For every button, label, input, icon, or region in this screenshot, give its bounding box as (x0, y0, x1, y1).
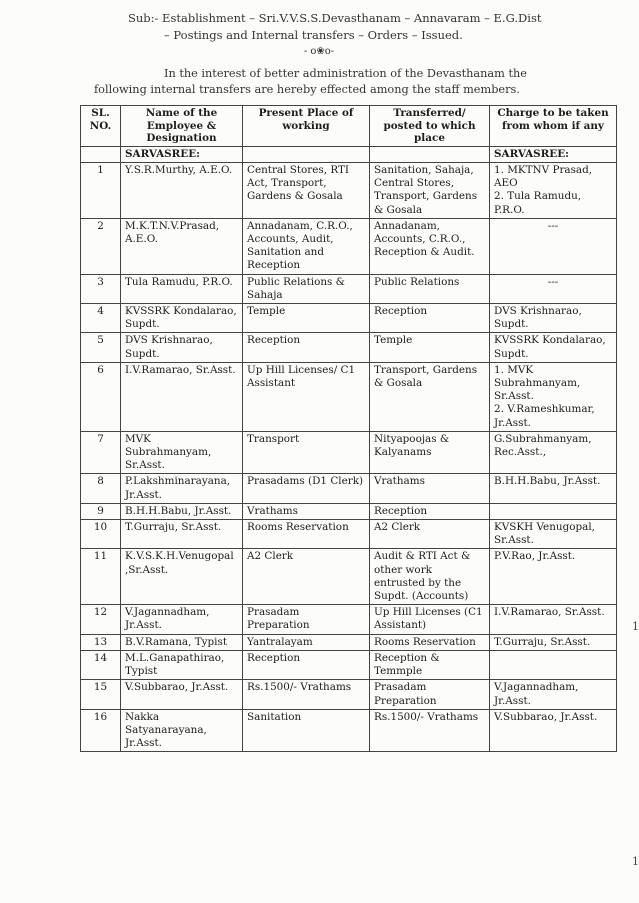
subject-line-1: Sub:- Establishment – Sri.V.V.S.S.Devasthanam – Annavaram – E.G.Dist (128, 11, 542, 25)
table-row (81, 650, 617, 679)
cell-name: Tula Ramudu, P.R.O. (121, 274, 243, 303)
cell-name: V.Jagannadham, Jr.Asst. (121, 605, 243, 634)
sarvasree-left: SARVASREE: (121, 146, 243, 162)
cell-transferred: Rs.1500/- Vrathams (370, 709, 490, 752)
cell-transferred: Sanitation, Sahaja, Central Stores, Transport, Gardens & Gosala (370, 162, 490, 218)
table-row (81, 362, 617, 431)
cell-transferred: Prasadam Preparation (370, 680, 490, 709)
cell-name: I.V.Ramarao, Sr.Asst. (121, 362, 243, 431)
cell-transferred: Nityapoojas & Kalyanams (370, 431, 490, 474)
cell-present: Up Hill Licenses/ C1 Assistant (243, 362, 370, 431)
cell-charge: KVSKH Venugopal, Sr.Asst. (490, 520, 617, 549)
cell-transferred: Annadanam, Accounts, C.R.O., Reception & Audit. (370, 218, 490, 274)
cell-present: Temple (243, 304, 370, 333)
cell-charge (490, 503, 617, 519)
separator-ornament: - o❀o- (303, 46, 335, 57)
intro-paragraph (94, 66, 610, 98)
cell-present: Vrathams (243, 503, 370, 519)
cell-sl: 5 (81, 333, 121, 362)
cell-sl: 3 (81, 274, 121, 303)
sarvasree-blank-present (243, 146, 370, 162)
cell-transferred: A2 Clerk (370, 520, 490, 549)
cell-charge: T.Gurraju, Sr.Asst. (490, 634, 617, 650)
cell-present: Yantralayam (243, 634, 370, 650)
subject (128, 10, 598, 44)
sarvasree-blank-transferred (370, 146, 490, 162)
cell-name: T.Gurraju, Sr.Asst. (121, 520, 243, 549)
cell-present: Rs.1500/- Vrathams (243, 680, 370, 709)
sarvasree-row (81, 146, 617, 162)
sarvasree-blank-sl (81, 146, 121, 162)
table-header-row (81, 106, 617, 147)
intro-line-1: In the interest of better administration of the Devasthanam the (164, 67, 527, 80)
cell-present: Transport (243, 431, 370, 474)
cell-sl: 7 (81, 431, 121, 474)
cell-charge: --- (490, 218, 617, 274)
cell-name: MVK Subrahmanyam, Sr.Asst. (121, 431, 243, 474)
cell-name: V.Subbarao, Jr.Asst. (121, 680, 243, 709)
table-row (81, 474, 617, 503)
header-present: Present Place of working (243, 106, 370, 147)
cell-charge: G.Subrahmanyam, Rec.Asst., (490, 431, 617, 474)
cell-name: Nakka Satyanarayana, Jr.Asst. (121, 709, 243, 752)
cell-name: K.V.S.K.H.Venugopal ,Sr.Asst. (121, 549, 243, 605)
cell-name: P.Lakshminarayana, Jr.Asst. (121, 474, 243, 503)
cell-sl: 11 (81, 549, 121, 605)
cell-transferred: Reception (370, 503, 490, 519)
table-row (81, 503, 617, 519)
cell-charge: V.Jagannadham, Jr.Asst. (490, 680, 617, 709)
cell-present: Public Relations & Sahaja (243, 274, 370, 303)
cell-name: M.K.T.N.V.Prasad, A.E.O. (121, 218, 243, 274)
header-transferred: Transferred/ posted to which place (370, 106, 490, 147)
cell-present: Prasadam Preparation (243, 605, 370, 634)
table-row (81, 680, 617, 709)
cell-name: B.V.Ramana, Typist (121, 634, 243, 650)
cell-charge: V.Subbarao, Jr.Asst. (490, 709, 617, 752)
table-row (81, 549, 617, 605)
table-row (81, 333, 617, 362)
cell-sl: 16 (81, 709, 121, 752)
table-row (81, 431, 617, 474)
intro-line-2: following internal transfers are hereby effected among the staff members. (94, 83, 520, 96)
cell-sl: 2 (81, 218, 121, 274)
cell-name: B.H.H.Babu, Jr.Asst. (121, 503, 243, 519)
table-row (81, 520, 617, 549)
cell-present: Prasadams (D1 Clerk) (243, 474, 370, 503)
cell-transferred: Audit & RTI Act & other work entrusted by the Supdt. (Accounts) (370, 549, 490, 605)
table-row (81, 709, 617, 752)
cell-sl: 10 (81, 520, 121, 549)
cell-sl: 13 (81, 634, 121, 650)
cell-charge: --- (490, 274, 617, 303)
cell-present: Sanitation (243, 709, 370, 752)
cell-charge: B.H.H.Babu, Jr.Asst. (490, 474, 617, 503)
cell-sl: 14 (81, 650, 121, 679)
cell-transferred: Transport, Gardens & Gosala (370, 362, 490, 431)
cell-present: Reception (243, 333, 370, 362)
transfers-table (80, 105, 617, 752)
cell-transferred: Temple (370, 333, 490, 362)
cell-charge: KVSSRK Kondalarao, Supdt. (490, 333, 617, 362)
cell-charge (490, 650, 617, 679)
cell-transferred: Public Relations (370, 274, 490, 303)
table-body (81, 146, 617, 752)
cell-sl: 15 (81, 680, 121, 709)
cell-charge: P.V.Rao, Jr.Asst. (490, 549, 617, 605)
cell-present: A2 Clerk (243, 549, 370, 605)
table-row (81, 274, 617, 303)
cell-transferred: Reception (370, 304, 490, 333)
cell-present: Central Stores, RTI Act, Transport, Gardens & Gosala (243, 162, 370, 218)
cell-sl: 4 (81, 304, 121, 333)
margin-mark-2: 1 (632, 855, 639, 868)
table-row (81, 162, 617, 218)
table-row (81, 304, 617, 333)
cell-sl: 8 (81, 474, 121, 503)
cell-name: KVSSRK Kondalarao, Supdt. (121, 304, 243, 333)
cell-present: Annadanam, C.R.O., Accounts, Audit, Sanitation and Reception (243, 218, 370, 274)
cell-charge: 1. MVK Subrahmanyam, Sr.Asst. 2. V.Rameshkumar, Jr.Asst. (490, 362, 617, 431)
cell-transferred: Rooms Reservation (370, 634, 490, 650)
cell-charge: DVS Krishnarao, Supdt. (490, 304, 617, 333)
cell-transferred: Vrathams (370, 474, 490, 503)
margin-mark-1: 1 (632, 620, 639, 633)
cell-sl: 1 (81, 162, 121, 218)
header-name: Name of the Employee & Designation (121, 106, 243, 147)
cell-transferred: Up Hill Licenses (C1 Assistant) (370, 605, 490, 634)
cell-name: DVS Krishnarao, Supdt. (121, 333, 243, 362)
cell-name: Y.S.R.Murthy, A.E.O. (121, 162, 243, 218)
subject-line-2: – Postings and Internal transfers – Orders – Issued. (164, 28, 463, 42)
table-row (81, 218, 617, 274)
cell-present: Reception (243, 650, 370, 679)
cell-sl: 12 (81, 605, 121, 634)
cell-sl: 6 (81, 362, 121, 431)
cell-sl: 9 (81, 503, 121, 519)
sarvasree-right: SARVASREE: (490, 146, 617, 162)
cell-transferred: Reception & Temmple (370, 650, 490, 679)
cell-charge: 1. MKTNV Prasad, AEO 2. Tula Ramudu, P.R.O. (490, 162, 617, 218)
cell-name: M.L.Ganapathirao, Typist (121, 650, 243, 679)
header-sl: SL. NO. (81, 106, 121, 147)
table-row (81, 605, 617, 634)
cell-present: Rooms Reservation (243, 520, 370, 549)
header-charge: Charge to be taken from whom if any (490, 106, 617, 147)
table-row (81, 634, 617, 650)
cell-charge: I.V.Ramarao, Sr.Asst. (490, 605, 617, 634)
